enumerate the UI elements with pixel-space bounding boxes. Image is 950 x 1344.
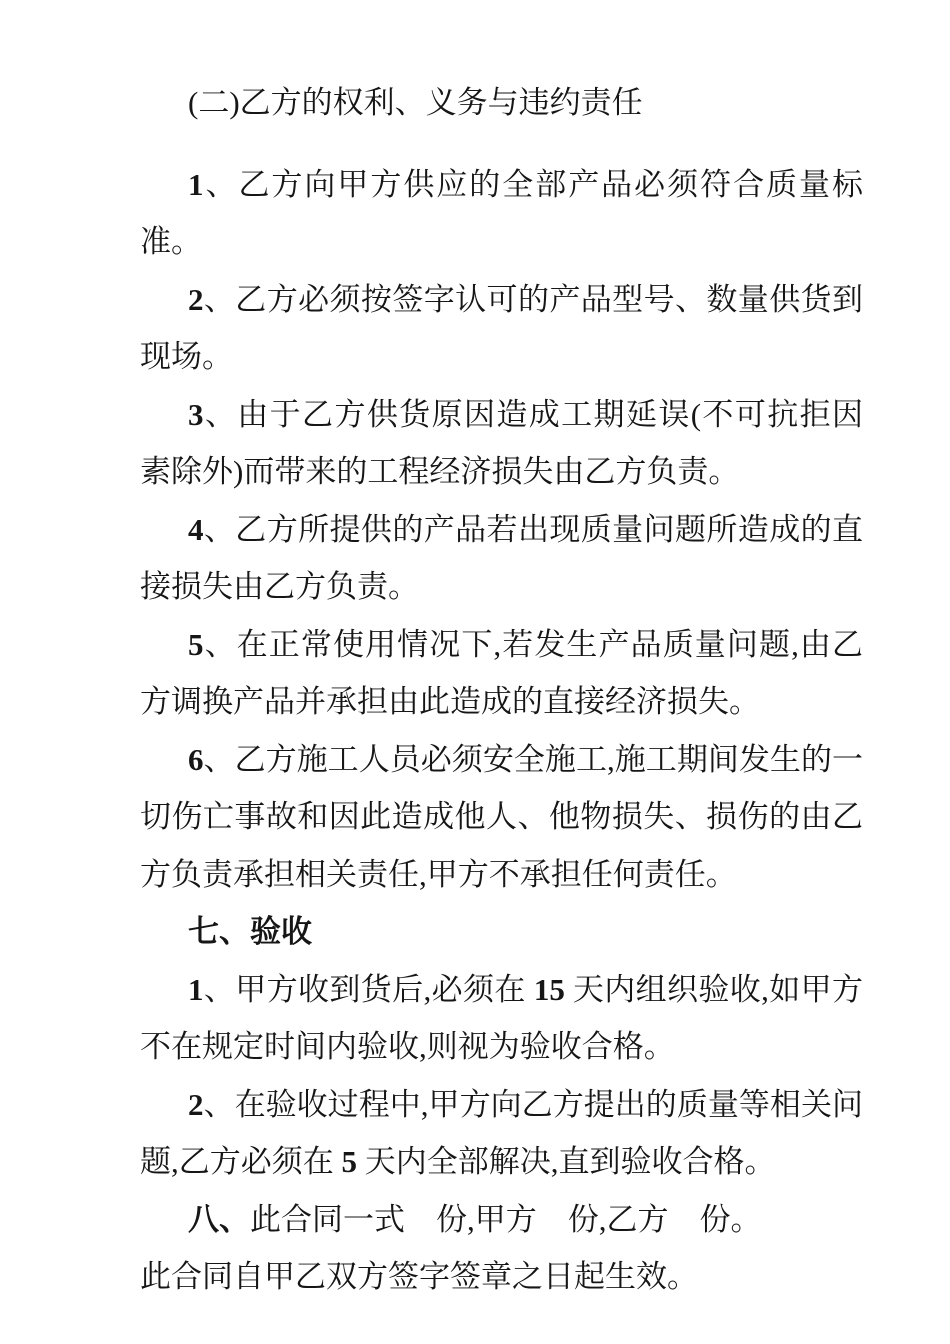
clause-b6-run-1: 、乙方施工人员必须安全施工,施工期间发生的一切伤亡事故和因此造成他人、他物损失、损伤的由乙方负责承担相关责任,甲方不承担任何责任。 <box>140 741 863 892</box>
clause-b3-run-1: 、由于乙方供货原因造成工期延误(不可抗拒因素除外)而带来的工程经济损失由乙方负责。 <box>140 396 863 489</box>
clause-b5 <box>140 616 863 731</box>
clause-b3 <box>140 386 863 501</box>
contract-text-block <box>140 74 863 1306</box>
clause-b1-run-0: 1 <box>188 166 204 202</box>
clause-b5-run-0: 5 <box>188 626 204 662</box>
clause-a2-run-1: 、在验收过程中,甲方向乙方提出的质量等相关问题,乙方必须在 <box>140 1086 863 1179</box>
clause-a2-run-3: 天内全部解决,直到验收合格。 <box>357 1144 776 1179</box>
clause-a2-run-2: 5 <box>341 1144 357 1179</box>
clause-a1-run-0: 1 <box>188 971 204 1007</box>
clause-a2-run-0: 2 <box>188 1086 204 1122</box>
clause-b5-run-1: 、在正常使用情况下,若发生产品质量问题,由乙方调换产品并承担由此造成的直接经济损失。 <box>140 626 863 719</box>
clause-b1 <box>140 156 863 271</box>
clause-b2-run-1: 、乙方必须按签字认可的产品型号、数量供货到现场。 <box>140 281 863 374</box>
section-heading-copies <box>140 1191 863 1249</box>
clause-b6 <box>140 731 863 904</box>
clause-a2 <box>140 1076 863 1191</box>
clause-b2 <box>140 271 863 386</box>
effective-date-clause-run-0: 此合同自甲乙双方签字签章之日起生效。 <box>140 1259 698 1294</box>
clause-b6-run-0: 6 <box>188 741 204 777</box>
section-heading-copies-run-0: 八、 <box>188 1201 250 1237</box>
clause-b2-run-0: 2 <box>188 281 204 317</box>
clause-a1 <box>140 961 863 1076</box>
clause-b4-run-1: 、乙方所提供的产品若出现质量问题所造成的直接损失由乙方负责。 <box>140 511 863 604</box>
clause-b1-run-1: 、乙方向甲方供应的全部产品必须符合质量标准。 <box>140 166 863 259</box>
section-heading-party-b-run-0: (二)乙方的权利、义务与违约责任 <box>188 85 643 120</box>
section-heading-copies-run-1: 此合同一式 份,甲方 份,乙方 份。 <box>250 1201 762 1237</box>
clause-b4 <box>140 501 863 616</box>
clause-b4-run-0: 4 <box>188 511 204 547</box>
clause-b3-run-0: 3 <box>188 396 204 432</box>
section-heading-party-b <box>140 74 863 132</box>
clause-a1-run-1: 、甲方收到货后,必须在 <box>203 971 534 1007</box>
section-heading-acceptance <box>140 903 863 961</box>
clause-a1-run-2: 15 <box>533 971 565 1007</box>
section-heading-acceptance-run-0: 七、验收 <box>188 914 312 949</box>
effective-date-clause <box>140 1248 863 1306</box>
clause-a1-run-3: 天内组织验收,如甲方不在规定时间内验收,则视为验收合格。 <box>140 971 864 1064</box>
